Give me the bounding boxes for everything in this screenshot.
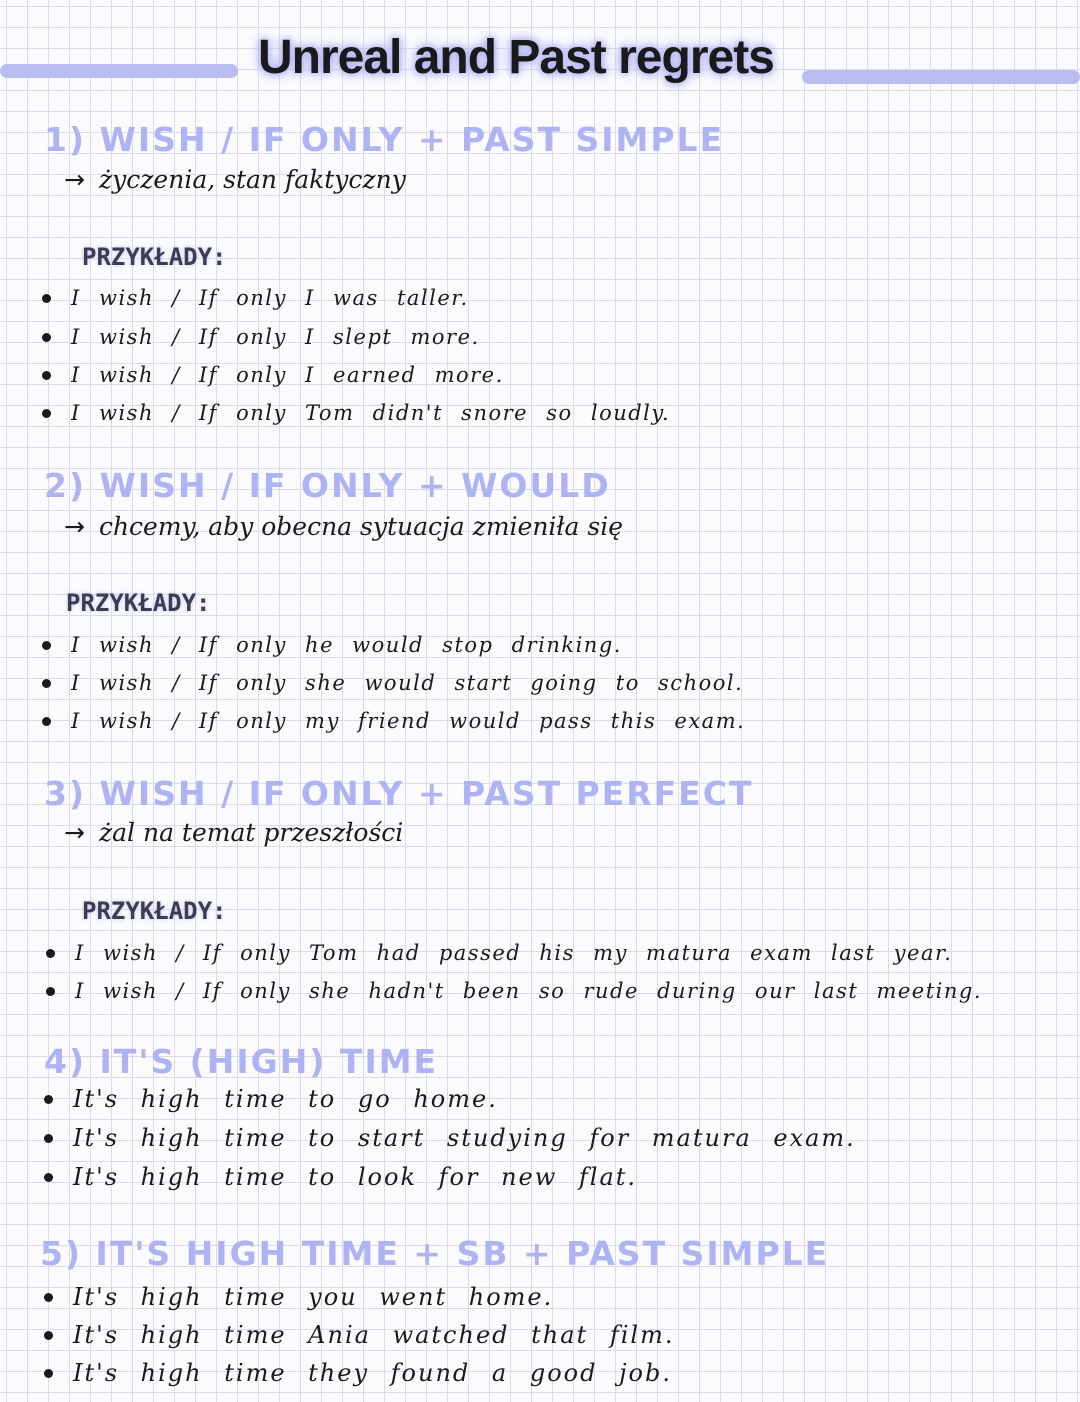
bullet-icon xyxy=(44,1173,53,1182)
section-heading: 4) IT'S (HIGH) TIME xyxy=(44,1042,439,1081)
list-item: I wish / If only Tom had passed his my matura exam last year. xyxy=(46,936,952,970)
title-underline-right xyxy=(802,70,1080,84)
section-note xyxy=(64,818,403,847)
bullet-icon xyxy=(46,987,55,996)
bullet-icon xyxy=(42,371,51,380)
list-item: I wish / If only Tom didn't snore so loudly. xyxy=(42,396,670,430)
bullet-icon xyxy=(42,717,51,726)
section-note xyxy=(64,165,406,194)
bullet-icon xyxy=(42,294,51,303)
list-item: It's high time to start studying for matura exam. xyxy=(44,1121,856,1155)
arrow-icon: → xyxy=(64,165,85,194)
list-item: I wish / If only she hadn't been so rude during our last meeting. xyxy=(46,974,982,1008)
list-item: I wish / If only he would stop drinking. xyxy=(42,628,622,662)
bullet-icon xyxy=(46,949,55,958)
note-text: żal na temat przeszłości xyxy=(98,818,404,847)
examples-label: PRZYKŁADY: xyxy=(82,897,227,925)
bullet-icon xyxy=(44,1134,53,1143)
examples-label: PRZYKŁADY: xyxy=(82,243,227,271)
section-heading: 2) WISH / IF ONLY + WOULD xyxy=(44,466,611,505)
note-text: chcemy, aby obecna sytuacja zmieniła się xyxy=(98,512,623,541)
title-underline-left xyxy=(0,64,238,78)
list-item: It's high time to go home. xyxy=(44,1082,498,1116)
bullet-icon xyxy=(42,679,51,688)
examples-label: PRZYKŁADY: xyxy=(66,589,211,617)
list-item: It's high time they found a good job. xyxy=(44,1356,672,1390)
section-heading: 1) WISH / IF ONLY + PAST SIMPLE xyxy=(44,120,725,159)
section-note xyxy=(64,512,623,541)
section-heading: 3) WISH / IF ONLY + PAST PERFECT xyxy=(44,774,754,813)
list-item: I wish / If only she would start going to school. xyxy=(42,666,743,700)
arrow-icon: → xyxy=(64,818,85,847)
page-title: Unreal and Past regrets xyxy=(258,31,774,84)
bullet-icon xyxy=(44,1369,53,1378)
list-item: I wish / If only I slept more. xyxy=(42,320,480,354)
bullet-icon xyxy=(42,409,51,418)
note-text: życzenia, stan faktyczny xyxy=(98,165,406,194)
list-item: I wish / If only I earned more. xyxy=(42,358,504,392)
list-item: I wish / If only my friend would pass this exam. xyxy=(42,704,745,738)
arrow-icon: → xyxy=(64,512,85,541)
bullet-icon xyxy=(44,1293,53,1302)
list-item: It's high time Ania watched that film. xyxy=(44,1318,674,1352)
list-item: It's high time to look for new flat. xyxy=(44,1160,637,1194)
list-item: I wish / If only I was taller. xyxy=(42,281,469,315)
bullet-icon xyxy=(44,1331,53,1340)
bullet-icon xyxy=(44,1095,53,1104)
list-item: It's high time you went home. xyxy=(44,1280,553,1314)
bullet-icon xyxy=(42,333,51,342)
bullet-icon xyxy=(42,641,51,650)
section-heading: 5) IT'S HIGH TIME + SB + PAST SIMPLE xyxy=(40,1234,830,1273)
